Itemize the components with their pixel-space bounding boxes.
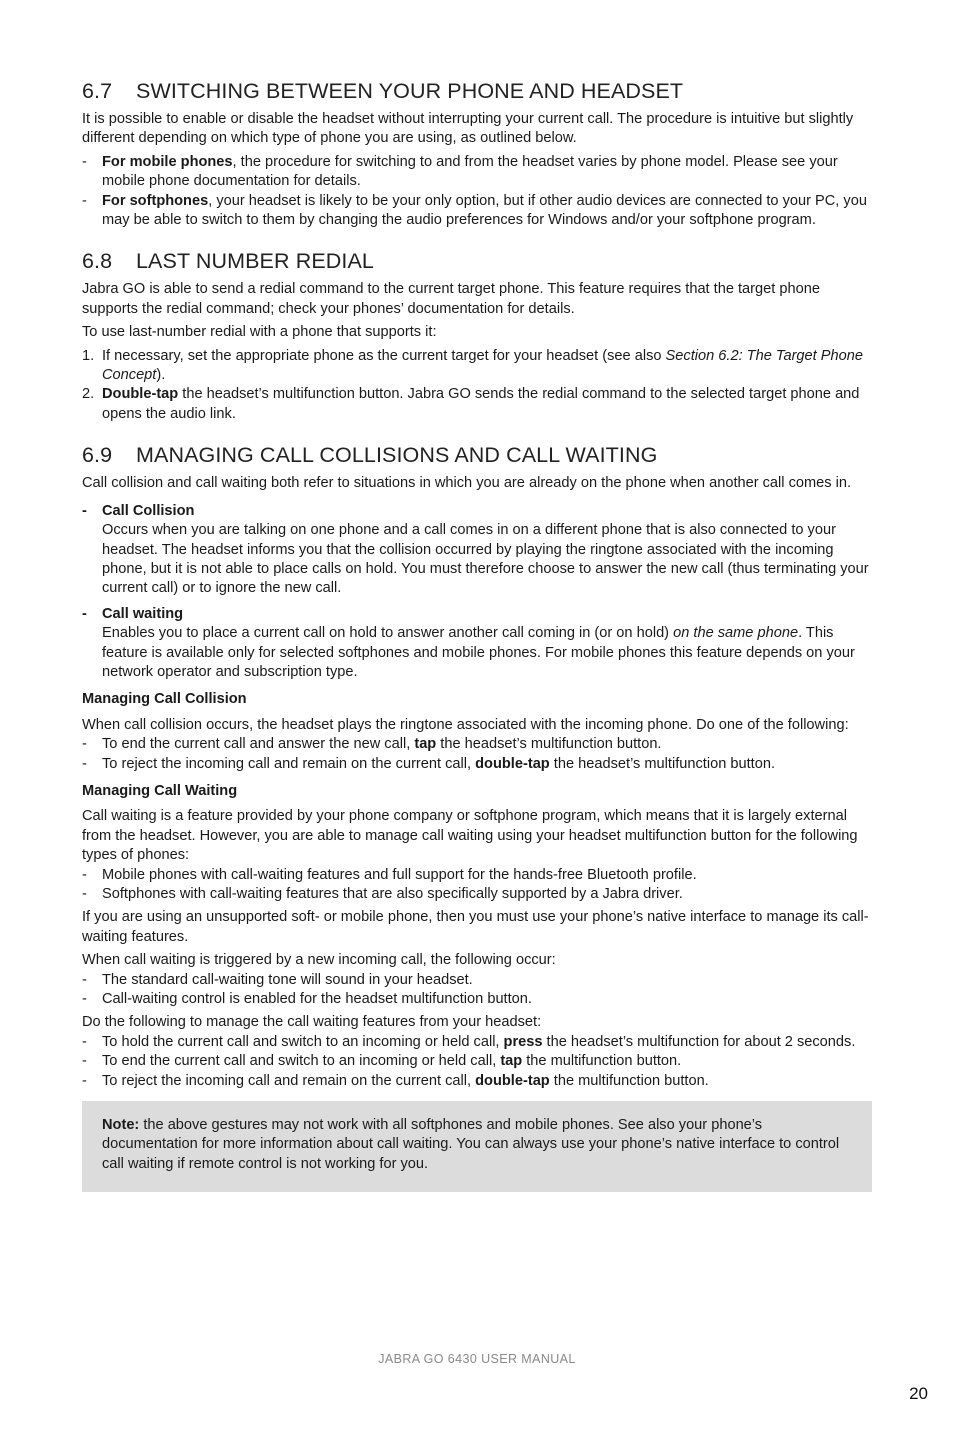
- section-number: 6.8: [82, 249, 113, 274]
- step-item: [82, 347, 872, 386]
- list-text-end: the headset’s multifunction button.: [549, 755, 776, 772]
- list-item: [82, 153, 872, 192]
- bold-term: double-tap: [475, 755, 550, 772]
- list-item: [82, 735, 872, 754]
- section-6-9: [82, 442, 872, 1192]
- paragraph: Do the following to manage the call waiting features from your headset:: [82, 1014, 542, 1031]
- section-title: SWITCHING BETWEEN YOUR PHONE AND HEADSET: [136, 79, 684, 103]
- paragraph: If you are using an unsupported soft- or mobile phone, then you must use your phone’s native interface to manage its call-waiting features.: [82, 909, 869, 945]
- paragraph: Call collision and call waiting both refer to situations in which you are already on the phone when another call comes in.: [82, 475, 852, 492]
- list-text: To end the current call and answer the new call,: [102, 736, 415, 753]
- redial-steps: [82, 347, 872, 425]
- item-text-end: . This feature is available only for selected softphones and mobile phones. For mobile phones this feature depends on your network operator and subscription type.: [102, 625, 855, 680]
- item-title: Call waiting: [102, 605, 184, 622]
- list-marker: -: [82, 971, 87, 988]
- list-text: Mobile phones with call-waiting features and full support for the hands-free Bluetooth profile.: [102, 866, 697, 883]
- section-number: 6.7: [82, 79, 113, 103]
- list-marker: -: [82, 991, 87, 1008]
- paragraph: To use last-number redial with a phone that supports it:: [82, 324, 437, 341]
- list-text: To hold the current call and switch to an incoming or held call,: [102, 1033, 504, 1050]
- call-collision-item: [82, 502, 872, 599]
- step-text: If necessary, set the appropriate phone as the current target for your headset (see also: [102, 347, 666, 364]
- list-item: [82, 192, 872, 231]
- subheading-managing-call-collision: Managing Call Collision: [82, 691, 247, 708]
- call-waiting-item: [82, 605, 872, 683]
- section-title: LAST NUMBER REDIAL: [136, 249, 374, 274]
- waiting-actions-list: [82, 1033, 872, 1091]
- item-text: Occurs when you are talking on one phone and a call comes in on a different phone that is also connected to your headset. The headset informs you that the collision occurred by playing the ringtone associated with the incoming phone, but it is not able to place calls on hold. You must therefore choose to answer the new call (thus terminating your current call) or to ignore the new call.: [102, 522, 869, 597]
- list-text-end: the headset’s multifunction for about 2 seconds.: [542, 1033, 856, 1050]
- paragraph: It is possible to enable or disable the headset without interrupting your current call. The procedure is intuitive but slightly different depending on which type of phone you are using, as outlined below.: [82, 111, 854, 147]
- list-marker: -: [82, 1072, 87, 1089]
- note-label: Note:: [102, 1117, 140, 1134]
- bold-term: For mobile phones: [102, 153, 233, 170]
- list-text-end: the multifunction button.: [522, 1053, 682, 1070]
- bold-term: press: [503, 1033, 543, 1050]
- list-text: , the procedure for switching to and from the headset varies by phone model. Please see your mobile phone documentation for details.: [102, 153, 838, 190]
- list-item: [82, 1052, 872, 1071]
- list-marker: -: [82, 755, 87, 772]
- section-title: MANAGING CALL COLLISIONS AND CALL WAITING: [136, 443, 658, 468]
- bold-term: For softphones: [102, 192, 209, 209]
- list-item: [82, 755, 872, 774]
- list-item: [82, 1072, 872, 1091]
- list-marker: -: [82, 1053, 87, 1070]
- emphasis: on the same phone: [673, 625, 799, 642]
- list-text: To end the current call and switch to an incoming or held call,: [102, 1053, 501, 1070]
- step-text: the headset’s multifunction button. Jabra GO sends the redial command to the selected target phone and opens the audio link.: [102, 386, 860, 422]
- section-number: 6.9: [82, 443, 113, 468]
- list-item: [82, 971, 872, 990]
- page-content: [82, 78, 872, 1204]
- step-item: [82, 385, 872, 424]
- step-number: 1.: [82, 347, 95, 364]
- bold-term: tap: [500, 1053, 523, 1070]
- list-text: Call-waiting control is enabled for the headset multifunction button.: [102, 991, 532, 1008]
- list-item: [82, 866, 872, 885]
- list-marker: -: [82, 1033, 87, 1050]
- list-text: , your headset is likely to be your only option, but if other audio devices are connected to your PC, you may be able to switch to them by changing the audio preferences for Windows and/or your softphone program.: [102, 192, 867, 229]
- list-text-end: the multifunction button.: [549, 1072, 709, 1089]
- list-marker: -: [82, 605, 87, 622]
- list-item: [82, 1033, 872, 1052]
- step-text-end: ).: [156, 367, 166, 384]
- list-text: To reject the incoming call and remain on the current call,: [102, 1072, 476, 1089]
- list-text: The standard call-waiting tone will sound in your headset.: [102, 971, 473, 988]
- item-text-wrap: [102, 624, 872, 682]
- page-number: 20: [909, 1384, 928, 1403]
- section-6-7: [82, 78, 872, 230]
- section-heading-6-9: [82, 442, 872, 468]
- section-heading-6-8: [82, 248, 872, 274]
- waiting-effects-list: [82, 971, 872, 1010]
- list-marker: -: [82, 192, 87, 209]
- section-reference: Section 6.2: The Target Phone Concept: [102, 347, 863, 384]
- phone-type-list: [82, 153, 872, 231]
- list-item: [82, 990, 872, 1009]
- item-title: Call Collision: [102, 502, 195, 519]
- bold-term: Double-tap: [102, 386, 179, 403]
- paragraph: When call waiting is triggered by a new incoming call, the following occur:: [82, 952, 556, 969]
- step-number: 2.: [82, 386, 95, 403]
- list-marker: -: [82, 886, 87, 902]
- paragraph: When call collision occurs, the headset plays the ringtone associated with the incoming phone. Do one of the following:: [82, 716, 849, 733]
- list-marker: -: [82, 736, 87, 753]
- subheading-managing-call-waiting: Managing Call Waiting: [82, 782, 238, 799]
- list-text-end: the headset’s multifunction button.: [436, 736, 662, 753]
- list-marker: -: [82, 153, 87, 170]
- paragraph: Call waiting is a feature provided by your phone company or softphone program, which means that it is largely external from the headset. However, you are able to manage call waiting using your headset multifunction button for the following types of phones:: [82, 808, 858, 864]
- page-footer: JABRA GO 6430 USER MANUAL: [378, 1352, 576, 1366]
- note-box: [82, 1101, 872, 1192]
- bold-term: tap: [414, 736, 437, 753]
- note-text: the above gestures may not work with all softphones and mobile phones. See also your phone’s documentation for more information about call waiting. You can always use your phone’s native interface to control call waiting if remote control is not working for you.: [102, 1117, 840, 1172]
- list-item: [82, 885, 872, 904]
- item-text: Enables you to place a current call on hold to answer another call coming in (or on hold): [102, 625, 674, 642]
- list-text: To reject the incoming call and remain on the current call,: [102, 755, 476, 772]
- phone-types-list: [82, 866, 872, 905]
- list-marker: -: [82, 502, 87, 519]
- collision-actions: [82, 735, 872, 774]
- list-text: Softphones with call-waiting features that are also specifically supported by a Jabra driver.: [102, 886, 683, 902]
- bold-term: double-tap: [475, 1072, 550, 1089]
- paragraph: Jabra GO is able to send a redial command to the current target phone. This feature requires that the target phone supports the redial command; check your phones’ documentation for details.: [82, 281, 820, 317]
- list-marker: -: [82, 866, 87, 883]
- section-6-8: [82, 248, 872, 424]
- section-heading-6-7: [82, 78, 872, 104]
